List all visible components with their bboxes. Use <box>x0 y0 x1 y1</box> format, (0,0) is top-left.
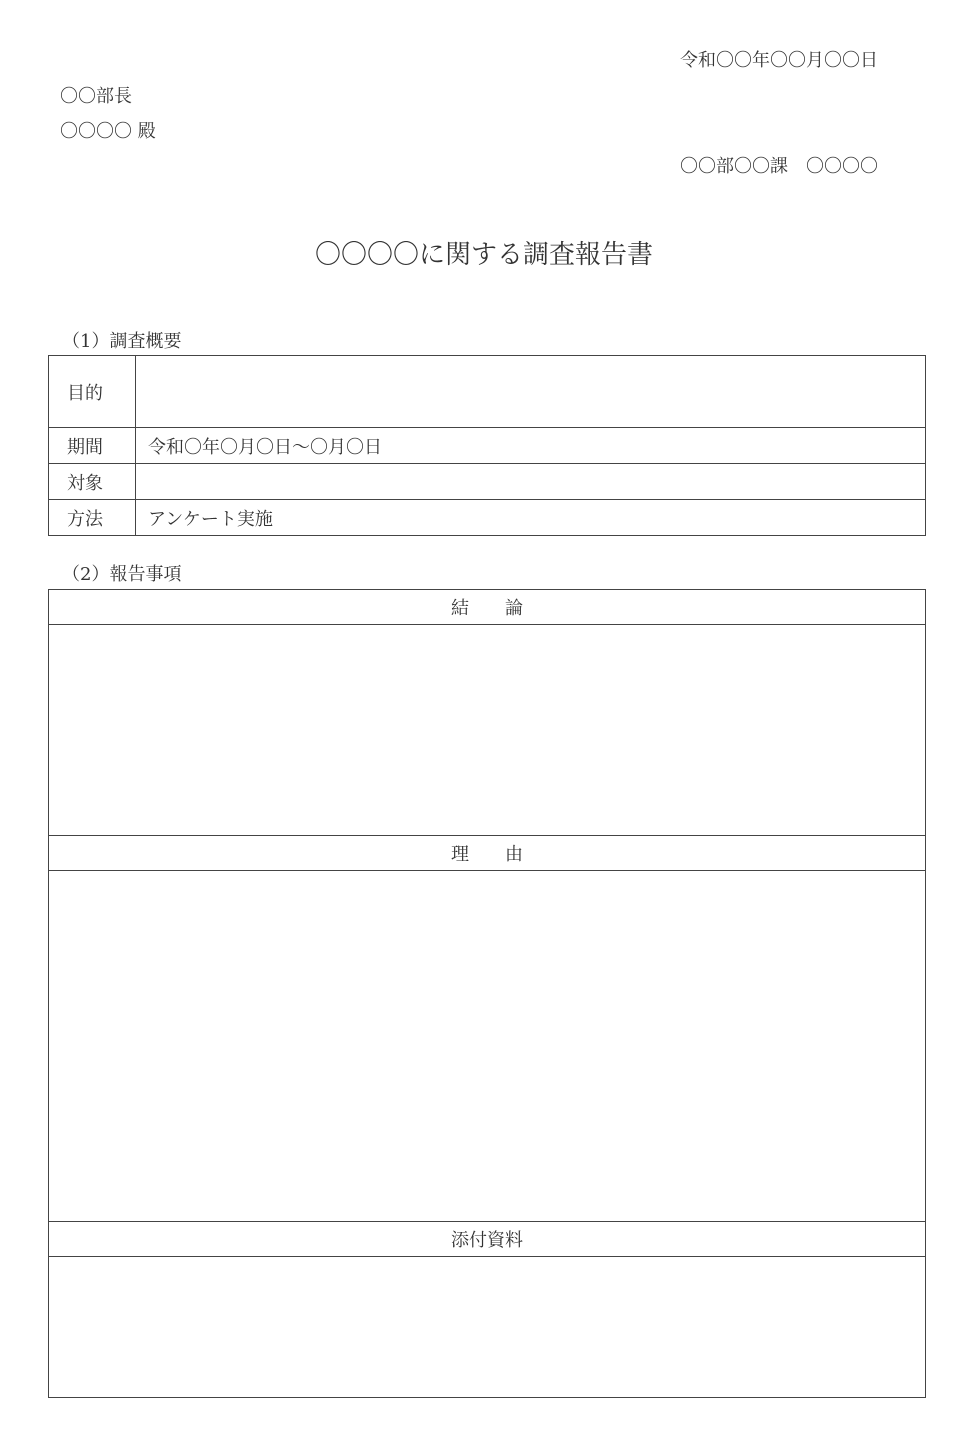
conclusion-body-row <box>49 625 926 836</box>
row-label: 期間 <box>49 428 136 464</box>
table-row <box>49 428 926 464</box>
recipient-name: 〇〇〇〇 殿 <box>60 121 156 142</box>
conclusion-body <box>49 625 926 836</box>
table-row <box>49 500 926 536</box>
row-value <box>136 356 926 428</box>
reason-header-row <box>49 836 926 871</box>
reason-body-row <box>49 871 926 1222</box>
table-row <box>49 464 926 500</box>
attachments-body <box>49 1257 926 1398</box>
row-label: 対象 <box>49 464 136 500</box>
section-1-heading: （1）調査概要 <box>62 331 182 352</box>
row-label: 方法 <box>49 500 136 536</box>
conclusion-header-row <box>49 590 926 625</box>
report-table <box>48 589 926 1398</box>
page-title: 〇〇〇〇に関する調査報告書 <box>314 240 653 270</box>
attachments-header-row <box>49 1222 926 1257</box>
conclusion-header: 結 論 <box>49 590 926 625</box>
section-2-heading: （2）報告事項 <box>62 564 182 585</box>
attachments-body-row <box>49 1257 926 1398</box>
reason-body <box>49 871 926 1222</box>
row-value: 令和〇年〇月〇日～〇月〇日 <box>136 428 926 464</box>
attachments-header: 添付資料 <box>49 1222 926 1257</box>
document-date: 令和〇〇年〇〇月〇〇日 <box>680 50 878 71</box>
row-value: アンケート実施 <box>136 500 926 536</box>
table-row <box>49 356 926 428</box>
reason-header: 理 由 <box>49 836 926 871</box>
row-value <box>136 464 926 500</box>
overview-table <box>48 355 926 536</box>
row-label: 目的 <box>49 356 136 428</box>
recipient-title: 〇〇部長 <box>60 86 132 107</box>
sender: 〇〇部〇〇課 〇〇〇〇 <box>680 156 878 177</box>
